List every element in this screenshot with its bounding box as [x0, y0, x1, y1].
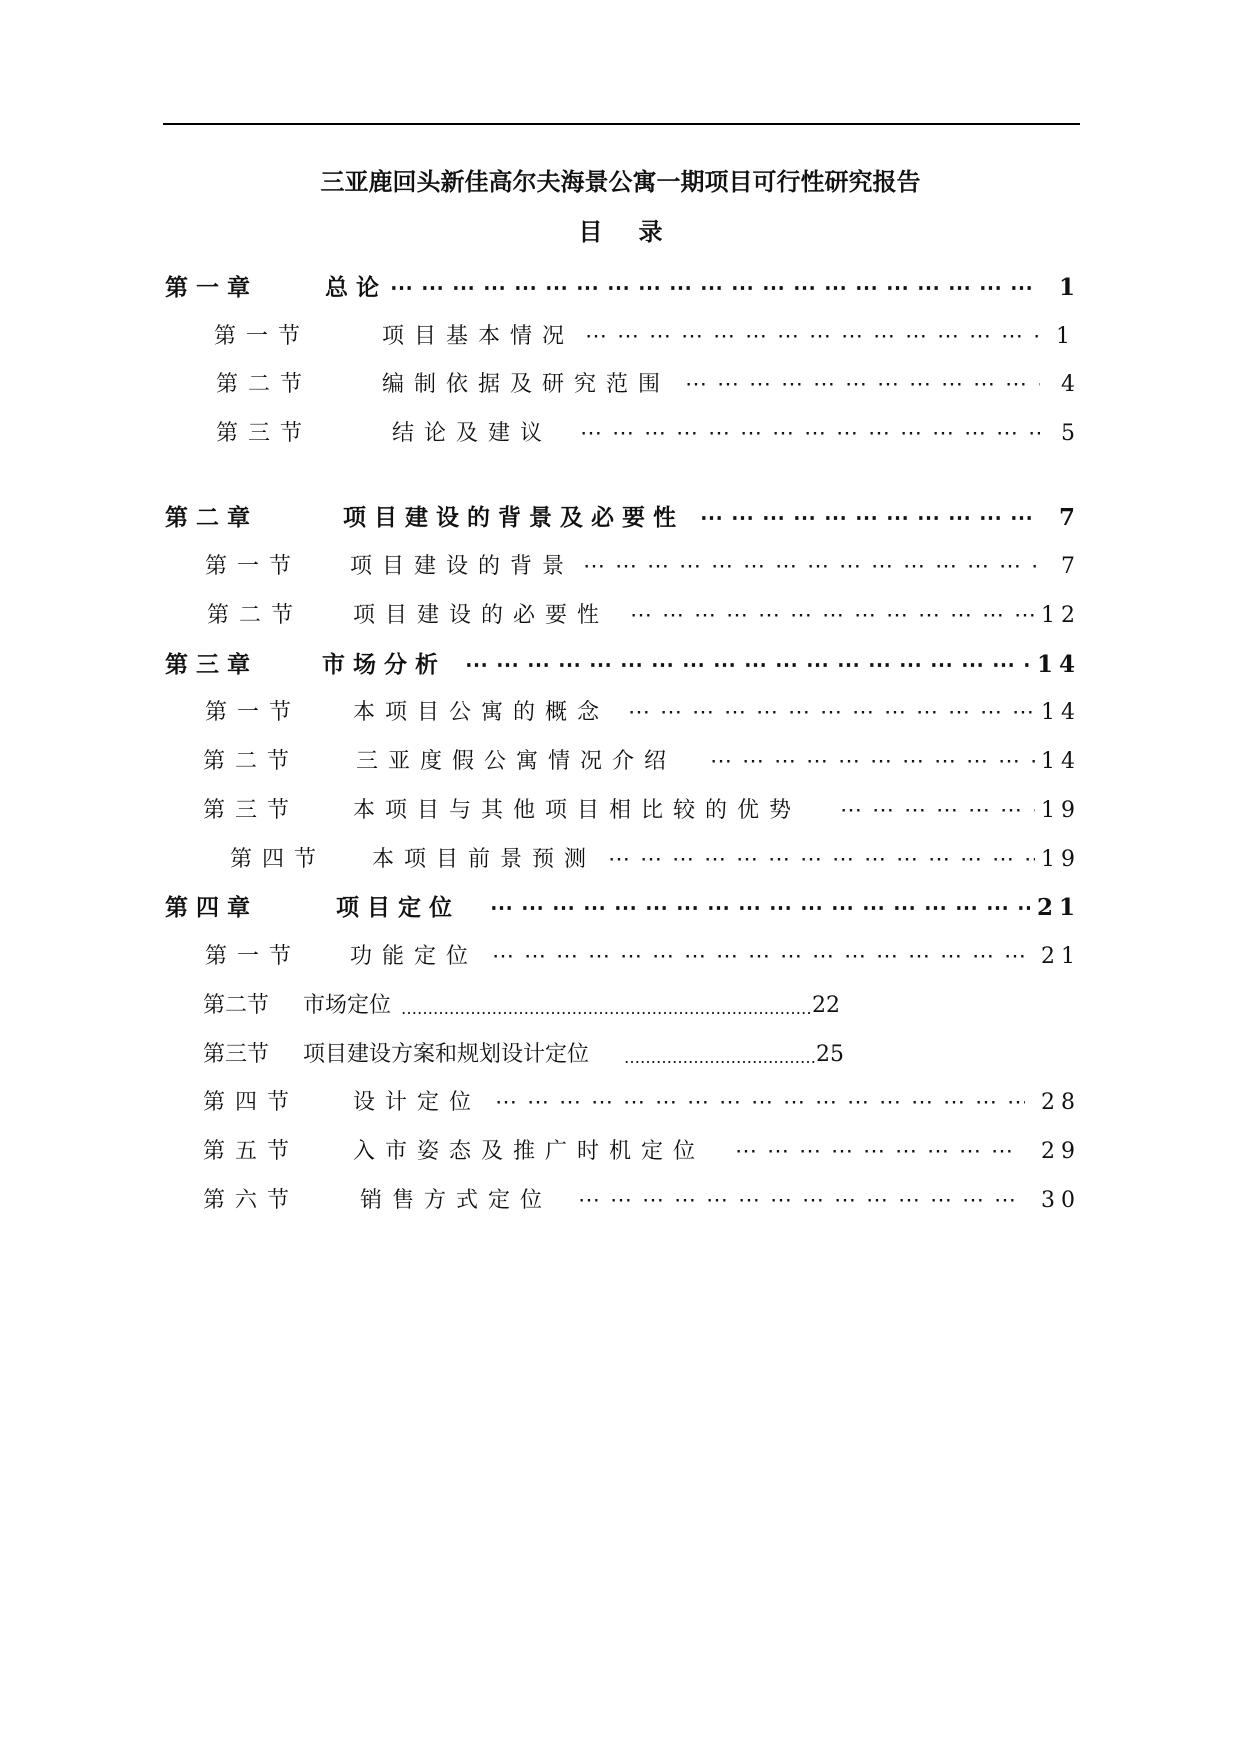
toc-entry-title: 市场分析 [322, 651, 446, 678]
toc-leader-dots [580, 416, 1040, 452]
toc-entry-page: 19 [1041, 798, 1081, 823]
toc-entry-label: 第四章 [165, 894, 258, 921]
toc-entry-label: 第四节 [230, 847, 327, 872]
toc-entry-title: 总论 [325, 274, 387, 301]
toc-entry-section[interactable] [0, 1134, 1241, 1170]
toc-leader-dots [628, 695, 1035, 731]
toc-entry-label: 第五节 [203, 1139, 300, 1164]
toc-entry-label: 第二节 [207, 603, 304, 628]
toc-entry-page: 25 [816, 1042, 844, 1067]
toc-entry-section[interactable] [0, 319, 1241, 355]
toc-entry-label: 第二章 [165, 504, 258, 531]
toc-leader-dots [492, 939, 1035, 975]
toc-leader-dots [578, 1183, 1025, 1219]
toc-entry-label: 第二节 [203, 993, 270, 1018]
toc-entry-title: 市场定位 [303, 993, 392, 1018]
toc-entry-title: 项目建设的背景 [350, 554, 575, 579]
toc-entry-title: 项目定位 [336, 894, 460, 921]
toc-entry-page: 29 [1041, 1139, 1081, 1164]
toc-entry-label: 第一节 [205, 700, 302, 725]
toc-entry-section[interactable] [0, 695, 1241, 731]
toc-entry-chapter[interactable] [0, 270, 1241, 306]
toc-entry-section[interactable] [0, 988, 1241, 1024]
toc-entry-page: 12 [1041, 603, 1081, 628]
toc-entry-title: 入市姿态及推广时机定位 [353, 1139, 706, 1164]
toc-entry-section[interactable] [0, 598, 1241, 634]
toc-entry-page: 30 [1041, 1188, 1081, 1213]
toc-entry-title: 销售方式定位 [360, 1188, 553, 1213]
toc-leader-dots [840, 793, 1035, 829]
toc-entry-page: 4 [1061, 372, 1081, 397]
toc-leader-dots [685, 367, 1040, 403]
toc-leader-dots [401, 991, 813, 1027]
toc-entry-label: 第三节 [203, 798, 300, 823]
toc-entry-section[interactable] [0, 1183, 1241, 1219]
header-rule [163, 123, 1080, 125]
document-title: 三亚鹿回头新佳高尔夫海景公寓一期项目可行性研究报告 [320, 167, 921, 196]
toc-entry-page: 21 [1036, 894, 1081, 921]
toc-entry-label: 第一章 [165, 274, 258, 301]
toc-entry-page: 7 [1061, 554, 1081, 579]
toc-leader-dots [465, 647, 1030, 683]
toc-entry-chapter[interactable] [0, 890, 1241, 926]
toc-leader-dots [585, 319, 1040, 355]
toc-entry-page: 28 [1041, 1090, 1081, 1115]
toc-entry-section[interactable] [0, 842, 1241, 878]
toc-entry-section[interactable] [0, 939, 1241, 975]
toc-entry-section[interactable] [0, 416, 1241, 452]
toc-entry-section[interactable] [0, 549, 1241, 585]
toc-entry-page: 21 [1041, 944, 1081, 969]
toc-heading: 目录 [578, 217, 699, 246]
toc-entry-title: 三亚度假公寓情况介绍 [356, 749, 677, 774]
toc-entry-section[interactable] [0, 793, 1241, 829]
toc-entry-label: 第一节 [214, 324, 311, 349]
toc-leader-dots [390, 270, 1040, 306]
toc-entry-label: 第三章 [165, 651, 258, 678]
toc-entry-title: 项目建设方案和规划设计定位 [303, 1042, 590, 1067]
toc-entry-chapter[interactable] [0, 500, 1241, 536]
toc-entry-section[interactable] [0, 1085, 1241, 1121]
toc-entry-page: 1 [1058, 274, 1081, 301]
toc-entry-title: 项目建设的必要性 [353, 603, 610, 628]
toc-entry-title: 编制依据及研究范围 [382, 372, 671, 397]
toc-entry-title: 结论及建议 [392, 421, 553, 446]
toc-leader-dots [710, 744, 1035, 780]
toc-entry-title: 本项目公寓的概念 [353, 700, 610, 725]
toc-entry-page: 19 [1041, 847, 1081, 872]
toc-entry-title: 设计定位 [353, 1090, 482, 1115]
toc-entry-page: 14 [1041, 700, 1081, 725]
toc-leader-dots [700, 500, 1040, 536]
toc-entry-section[interactable] [0, 1037, 1241, 1073]
toc-entry-title: 项目基本情况 [382, 324, 575, 349]
toc-leader-dots [624, 1040, 817, 1076]
toc-leader-dots [608, 842, 1035, 878]
toc-entry-chapter[interactable] [0, 647, 1241, 683]
toc-entry-page: 1 [1056, 324, 1076, 349]
toc-entry-section[interactable] [0, 744, 1241, 780]
toc-entry-section[interactable] [0, 367, 1241, 403]
toc-entry-label: 第二节 [216, 372, 313, 397]
toc-entry-title: 本项目前景预测 [372, 847, 597, 872]
toc-entry-label: 第一节 [205, 554, 302, 579]
toc-entry-label: 第一节 [205, 944, 302, 969]
toc-entry-page: 14 [1036, 651, 1081, 678]
toc-leader-dots [490, 890, 1030, 926]
toc-entry-label: 第二节 [203, 749, 300, 774]
toc-entry-label: 第四节 [203, 1090, 300, 1115]
toc-entry-page: 7 [1058, 504, 1081, 531]
toc-entry-title: 功能定位 [350, 944, 479, 969]
toc-leader-dots [583, 549, 1040, 585]
toc-entry-page: 5 [1061, 421, 1081, 446]
toc-entry-page: 14 [1041, 749, 1081, 774]
toc-entry-page: 22 [812, 993, 840, 1018]
toc-entry-label: 第六节 [203, 1188, 300, 1213]
toc-leader-dots [495, 1085, 1025, 1121]
toc-leader-dots [630, 598, 1035, 634]
toc-entry-title: 本项目与其他项目相比较的优势 [353, 798, 802, 823]
toc-entry-label: 第三节 [216, 421, 313, 446]
toc-entry-title: 项目建设的背景及必要性 [343, 504, 684, 531]
toc-entry-label: 第三节 [203, 1042, 270, 1067]
toc-leader-dots [735, 1134, 1025, 1170]
